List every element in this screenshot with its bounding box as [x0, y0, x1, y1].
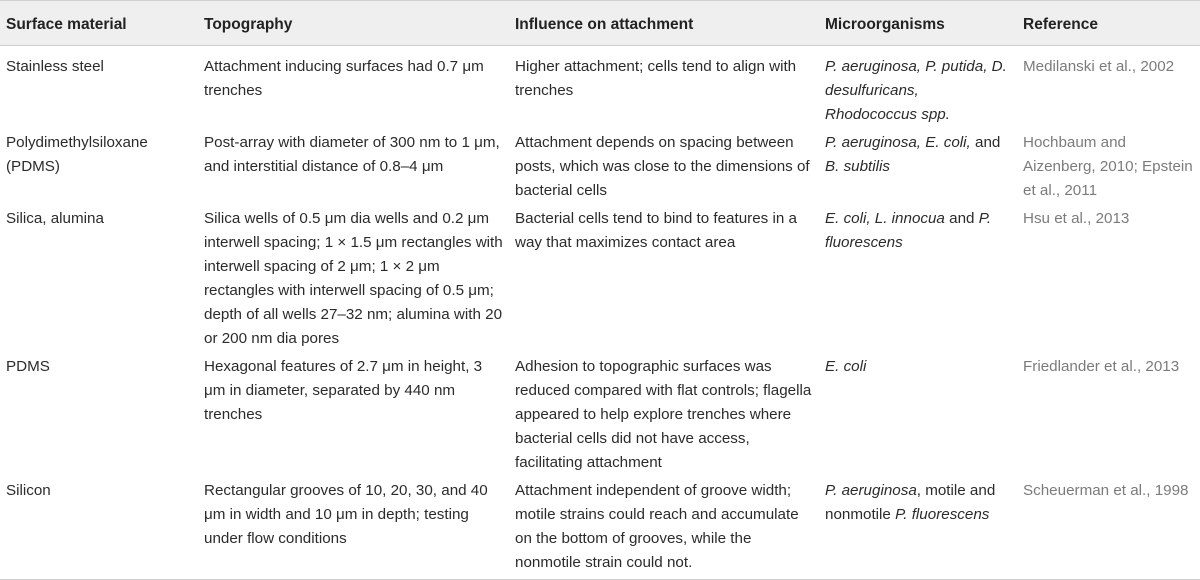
cell-material: Polydimethylsiloxane (PDMS): [6, 134, 148, 175]
micro-species-b: P. fluorescens: [825, 210, 992, 251]
cell-microorganisms: P. aeruginosa, P. putida, D. desulfuricans, Rhodococcus spp.: [825, 58, 1007, 123]
header-reference: Reference: [1023, 16, 1098, 33]
table-row: [0, 131, 1200, 207]
cell-topography: Rectangular grooves of 10, 20, 30, and 40 μm in width and 10 μm in depth; testing under flow conditions: [204, 482, 488, 547]
cell-topography: Post-array with diameter of 300 nm to 1 μm, and interstitial distance of 0.8–4 μm: [204, 134, 500, 175]
cell-topography: Hexagonal features of 2.7 μm in height, 3 μm in diameter, separated by 440 nm trenches: [204, 358, 483, 423]
cell-influence: Attachment depends on spacing between posts, which was close to the dimensions of bacterial cells: [515, 134, 810, 199]
cell-reference: Hsu et al., 2013: [1023, 210, 1130, 227]
cell-reference: Hochbaum and Aizenberg, 2010; Epstein et al., 2011: [1023, 134, 1193, 199]
table-body: [0, 46, 1200, 580]
header-row: [0, 1, 1200, 46]
cell-microorganisms: [819, 479, 1017, 580]
cell-material: Silica, alumina: [6, 210, 104, 227]
micro-species-a: P. aeruginosa, E. coli,: [825, 134, 971, 151]
micro-species-b: P. fluorescens: [895, 506, 990, 523]
table-row: [0, 355, 1200, 479]
cell-topography: Silica wells of 0.5 μm dia wells and 0.2 μm interwell spacing; 1 × 1.5 μm rectangles with interwell spacing of 2 μm; 1 × 2 μm rectangles with interwell spacing of 0.5 μm; depth of all wells 27–32 nm; alumina with 20 or 200 nm dia pores: [204, 210, 503, 347]
cell-influence: Attachment independent of groove width; motile strains could reach and accumulate on the bottom of grooves, while the nonmotile strain could not.: [515, 482, 799, 571]
cell-influence: Bacterial cells tend to bind to features in a way that maximizes contact area: [515, 210, 797, 251]
cell-topography: Attachment inducing surfaces had 0.7 μm trenches: [204, 58, 484, 99]
cell-material: PDMS: [6, 358, 50, 375]
header-surface-material: Surface material: [6, 16, 127, 33]
table-row: [0, 207, 1200, 355]
cell-material: Silicon: [6, 482, 51, 499]
header-topography: Topography: [204, 16, 293, 33]
micro-species-a: P. aeruginosa: [825, 482, 917, 499]
cell-reference: Medilanski et al., 2002: [1023, 58, 1175, 75]
cell-microorganisms: [819, 131, 1017, 207]
micro-species-b: B. subtilis: [825, 158, 890, 175]
cell-microorganisms: E. coli: [825, 358, 867, 375]
table-row: [0, 479, 1200, 580]
cell-microorganisms: [819, 207, 1017, 355]
cell-influence: Adhesion to topographic surfaces was reduced compared with flat controls; flagella appeared to help explore trenches where bacterial cells did not have access, facilitating attachment: [515, 358, 812, 471]
cell-reference: Scheuerman et al., 1998: [1023, 482, 1189, 499]
micro-connector: , motile and nonmotile: [825, 482, 996, 523]
header-influence: Influence on attachment: [515, 16, 694, 33]
table-header: [0, 1, 1200, 46]
cell-reference: Friedlander et al., 2013: [1023, 358, 1180, 375]
cell-influence: Higher attachment; cells tend to align with trenches: [515, 58, 797, 99]
micro-species-a: E. coli, L. innocua: [825, 210, 945, 227]
cell-material: Stainless steel: [6, 58, 104, 75]
micro-connector: and: [949, 210, 975, 227]
micro-connector: and: [975, 134, 1001, 151]
table-row: [0, 46, 1200, 132]
header-microorganisms: Microorganisms: [825, 16, 945, 33]
